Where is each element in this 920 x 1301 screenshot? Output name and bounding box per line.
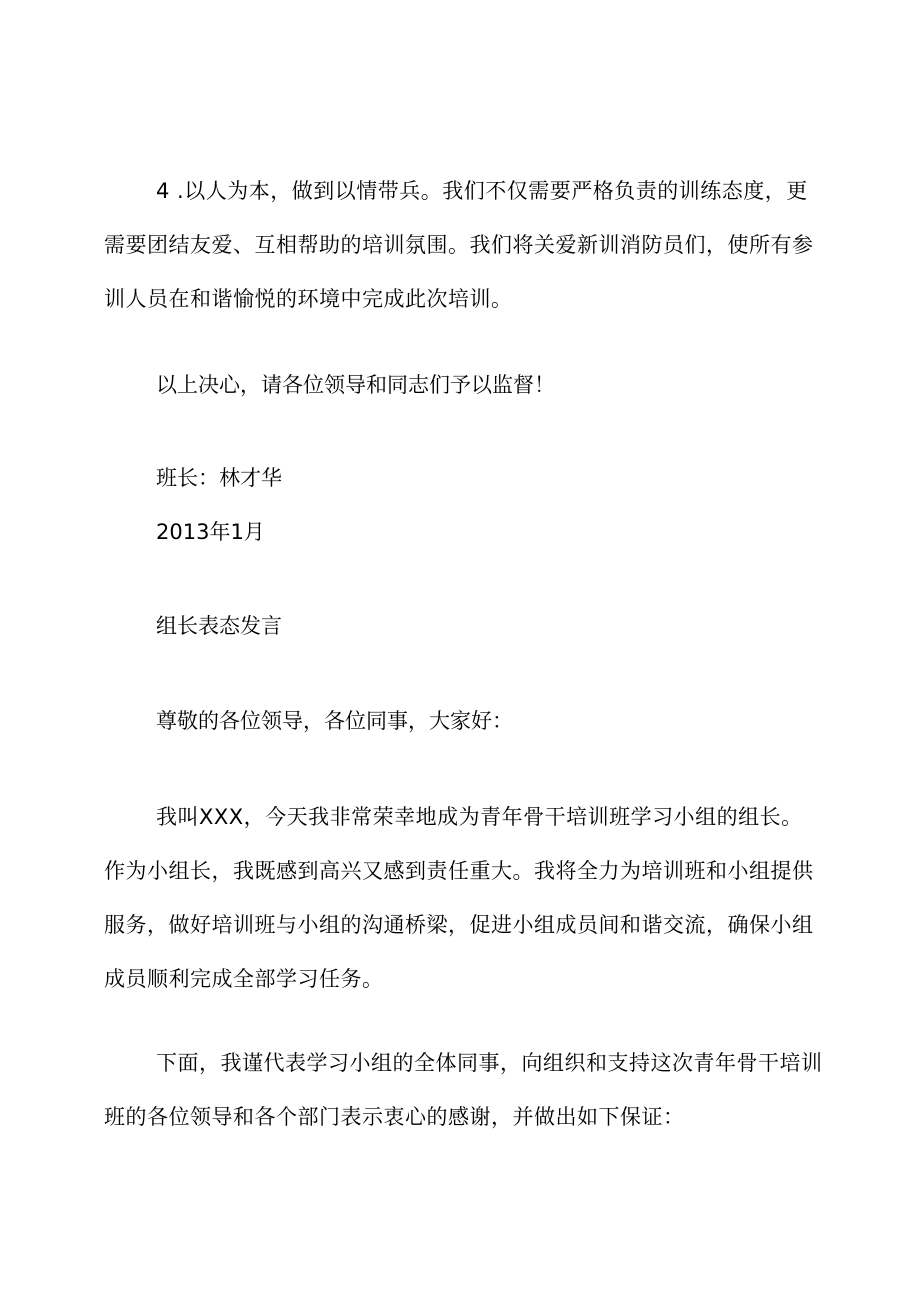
- paragraph-thanks: 下面，我谨代表学习小组的全体同事，向组织和支持这次青年骨干培训班的各位领导和各个部门表示衷心的感谢，并做出如下保证：: [104, 1051, 823, 1129]
- signature-line: 班长：林才华: [156, 466, 282, 490]
- date-line: 2013年1月: [156, 520, 265, 544]
- paragraph-intro: 我叫XXX，今天我非常荣幸地成为青年骨干培训班学习小组的组长。作为小组长，我既感到高兴又感到责任重大。我将全力为培训班和小组提供服务，做好培训班与小组的沟通桥梁，促进小组成员间和谐交流，确保小组成员顺利完成全部学习任务。: [104, 805, 814, 991]
- greeting-line: 尊敬的各位领导，各位同事，大家好：: [156, 709, 513, 733]
- closing-statement: 以上决心，请各位领导和同志们予以监督！: [156, 373, 555, 397]
- section-title: 组长表态发言: [156, 614, 282, 638]
- paragraph-item-4: 4 .以人为本，做到以情带兵。我们不仅需要严格负责的训练态度，更需要团结友爱、互相帮助的培训氛围。我们将关爱新训消防员们，使所有参训人员在和谐愉悦的环境中完成此次培训。: [104, 179, 814, 311]
